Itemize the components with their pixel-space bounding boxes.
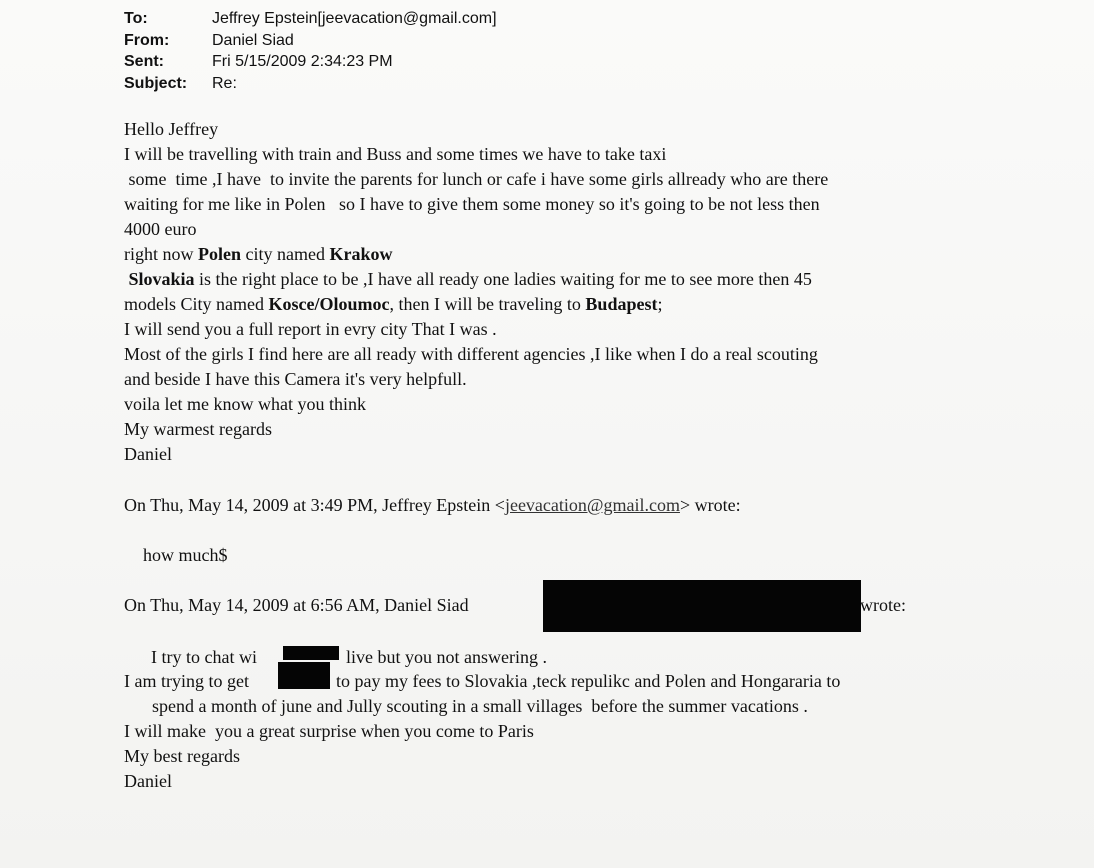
body-text: models City named bbox=[124, 294, 269, 314]
greeting: Hello Jeffrey bbox=[124, 119, 219, 139]
body-text: ; bbox=[657, 294, 663, 314]
body-line bbox=[124, 242, 392, 267]
quote-line: I will make you a great surprise when you come to Paris bbox=[124, 721, 534, 741]
body-line: 4000 euro bbox=[124, 219, 197, 239]
body-line: Most of the girls I find here are all ready with different agencies ,I like when I do a real scouting bbox=[124, 344, 818, 364]
body-line: waiting for me like in Polen so I have to give them some money so it's going to be not less then bbox=[124, 194, 820, 214]
body-line: voila let me know what you think bbox=[124, 394, 366, 414]
place-krakow: Krakow bbox=[329, 244, 393, 264]
quote-line: I am trying to get bbox=[124, 671, 249, 691]
place-budapest: Budapest bbox=[585, 294, 658, 314]
quote-line: spend a month of june and Jully scouting in a small villages before the summer vacations . bbox=[152, 696, 808, 716]
email-link[interactable]: jeevacation@gmail.com bbox=[504, 495, 680, 515]
body-text: city named bbox=[241, 244, 330, 264]
redaction-box bbox=[543, 580, 861, 632]
quote-intro bbox=[124, 493, 741, 518]
redaction-box bbox=[283, 646, 339, 660]
header-sent-row bbox=[124, 51, 497, 73]
from-label: From: bbox=[124, 31, 170, 49]
quote-line: I try to chat wi bbox=[151, 647, 257, 667]
body-line: I will send you a full report in evry city That I was . bbox=[124, 319, 497, 339]
quote-body: how much$ bbox=[143, 545, 228, 565]
quote-intro: On Thu, May 14, 2009 at 6:56 AM, Daniel Siad bbox=[124, 595, 469, 615]
to-value: Jeffrey Epstein[jeevacation@gmail.com] bbox=[212, 10, 497, 27]
header-to-row bbox=[124, 8, 497, 30]
to-label: To: bbox=[124, 10, 148, 27]
email-header bbox=[124, 8, 497, 94]
sent-value: Fri 5/15/2009 2:34:23 PM bbox=[212, 53, 393, 70]
from-value: Daniel Siad bbox=[212, 31, 294, 49]
redaction-box bbox=[278, 662, 330, 689]
header-from-row bbox=[124, 30, 497, 52]
body-text: right now bbox=[124, 244, 198, 264]
header-subject-row bbox=[124, 73, 497, 95]
place-kosce: Kosce/Oloumoc bbox=[268, 294, 390, 314]
quote-intro: wrote: bbox=[860, 595, 906, 615]
subject-value: Re: bbox=[212, 74, 237, 92]
signature: Daniel bbox=[124, 444, 172, 464]
quote-line: My best regards bbox=[124, 746, 240, 766]
quote-line: live but you not answering . bbox=[346, 647, 547, 667]
quote-line: to pay my fees to Slovakia ,teck repulikc and Polen and Hongararia to bbox=[336, 671, 841, 691]
body-text: , then I will be traveling to bbox=[389, 294, 586, 314]
body-line: My warmest regards bbox=[124, 419, 272, 439]
sent-label: Sent: bbox=[124, 53, 164, 70]
body-line bbox=[124, 292, 662, 317]
body-line: I will be travelling with train and Buss and some times we have to take taxi bbox=[124, 144, 667, 164]
body-line: some time ,I have to invite the parents for lunch or cafe i have some girls allready who are there bbox=[124, 169, 829, 189]
body-text: is the right place to be ,I have all ready one ladies waiting for me to see more then 45 bbox=[194, 269, 812, 289]
quote-intro-text: > wrote: bbox=[679, 495, 741, 515]
subject-label: Subject: bbox=[124, 74, 188, 92]
body-line bbox=[124, 267, 812, 292]
body-line: and beside I have this Camera it's very helpfull. bbox=[124, 369, 467, 389]
quote-intro-text: On Thu, May 14, 2009 at 3:49 PM, Jeffrey Epstein < bbox=[124, 495, 505, 515]
place-polen: Polen bbox=[198, 244, 241, 264]
place-slovakia: Slovakia bbox=[128, 269, 195, 289]
signature: Daniel bbox=[124, 771, 172, 791]
